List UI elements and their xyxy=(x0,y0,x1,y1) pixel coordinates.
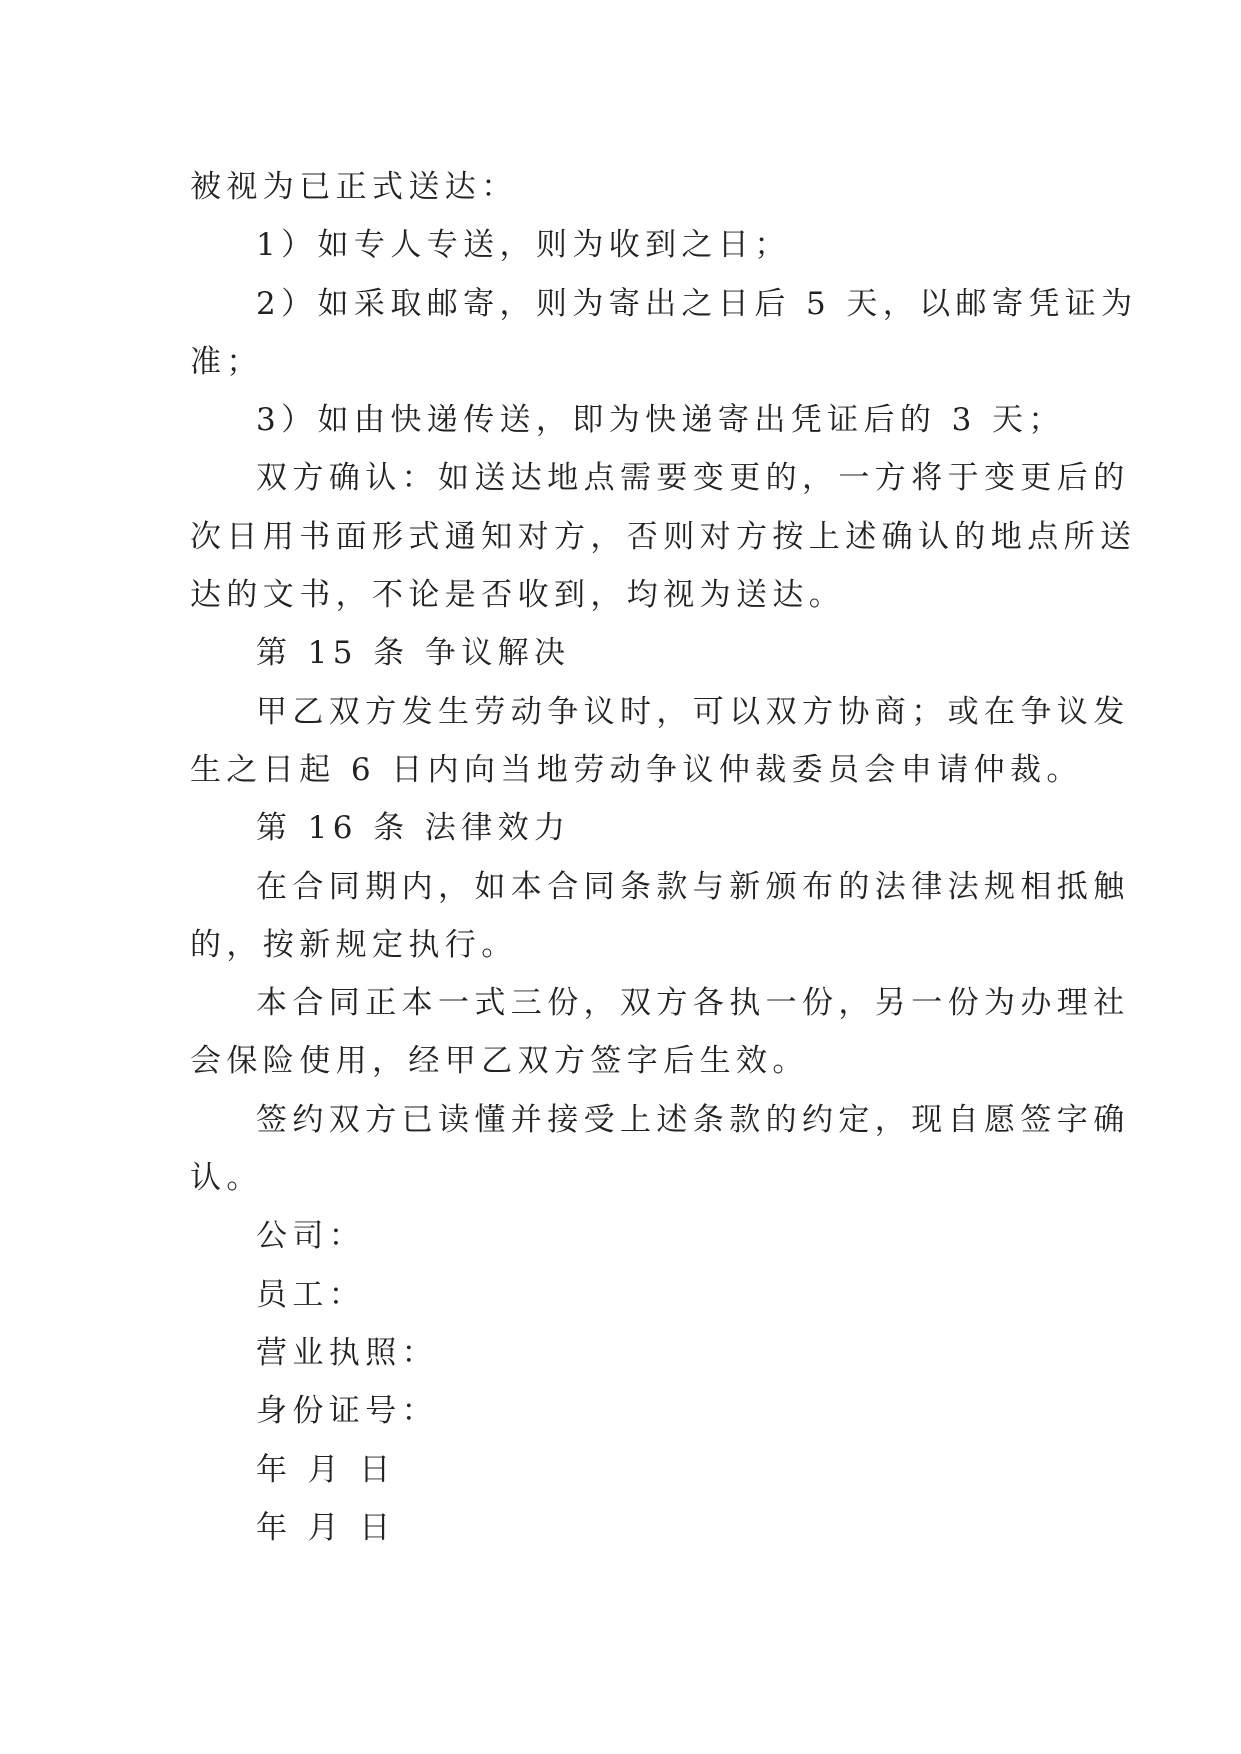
text-line: 1）如专人专送，则为收到之日； xyxy=(256,227,791,264)
date-line: 年 月 日 xyxy=(256,1509,396,1546)
text-line: 2）如采取邮寄，则为寄出之日后 5 天，以邮寄凭证为 xyxy=(256,285,1138,322)
text-line: 被视为已正式送达： xyxy=(190,169,518,205)
text-line: 签约双方已读懂并接受上述条款的约定，现自愿签字确 xyxy=(256,1101,1130,1138)
text-line: 甲乙双方发生劳动争议时，可以双方协商；或在争议发 xyxy=(256,693,1130,730)
text-line: 达的文书，不论是否收到，均视为送达。 xyxy=(190,577,846,614)
text-line: 双方确认：如送达地点需要变更的，一方将于变更后的 xyxy=(256,460,1130,497)
text-line: 本合同正本一式三份，双方各执一份，另一份为办理社 xyxy=(256,985,1130,1022)
text-line: 次日用书面形式通知对方，否则对方按上述确认的地点所送 xyxy=(190,518,1137,555)
date-line: 年 月 日 xyxy=(256,1451,396,1488)
signature-employee-label: 员工： xyxy=(256,1276,366,1313)
text-line: 生之日起 6 日内向当地劳动争议仲裁委员会申请仲裁。 xyxy=(190,751,1083,788)
signature-company-label: 公司： xyxy=(256,1218,366,1255)
text-line: 的，按新规定执行。 xyxy=(190,926,518,963)
id-number-label: 身份证号： xyxy=(256,1393,438,1430)
text-line: 在合同期内，如本合同条款与新颁布的法律法规相抵触 xyxy=(256,868,1130,905)
article-heading: 第 16 条 法律效力 xyxy=(256,810,571,847)
text-line: 准； xyxy=(190,343,263,380)
text-line: 3）如由快递传送，即为快递寄出凭证后的 3 天； xyxy=(256,402,1065,439)
article-heading: 第 15 条 争议解决 xyxy=(256,635,571,672)
text-line: 会保险使用，经甲乙双方签字后生效。 xyxy=(190,1043,809,1080)
business-license-label: 营业执照： xyxy=(256,1334,438,1371)
text-line: 认。 xyxy=(190,1160,263,1197)
document-body xyxy=(190,158,1138,1557)
